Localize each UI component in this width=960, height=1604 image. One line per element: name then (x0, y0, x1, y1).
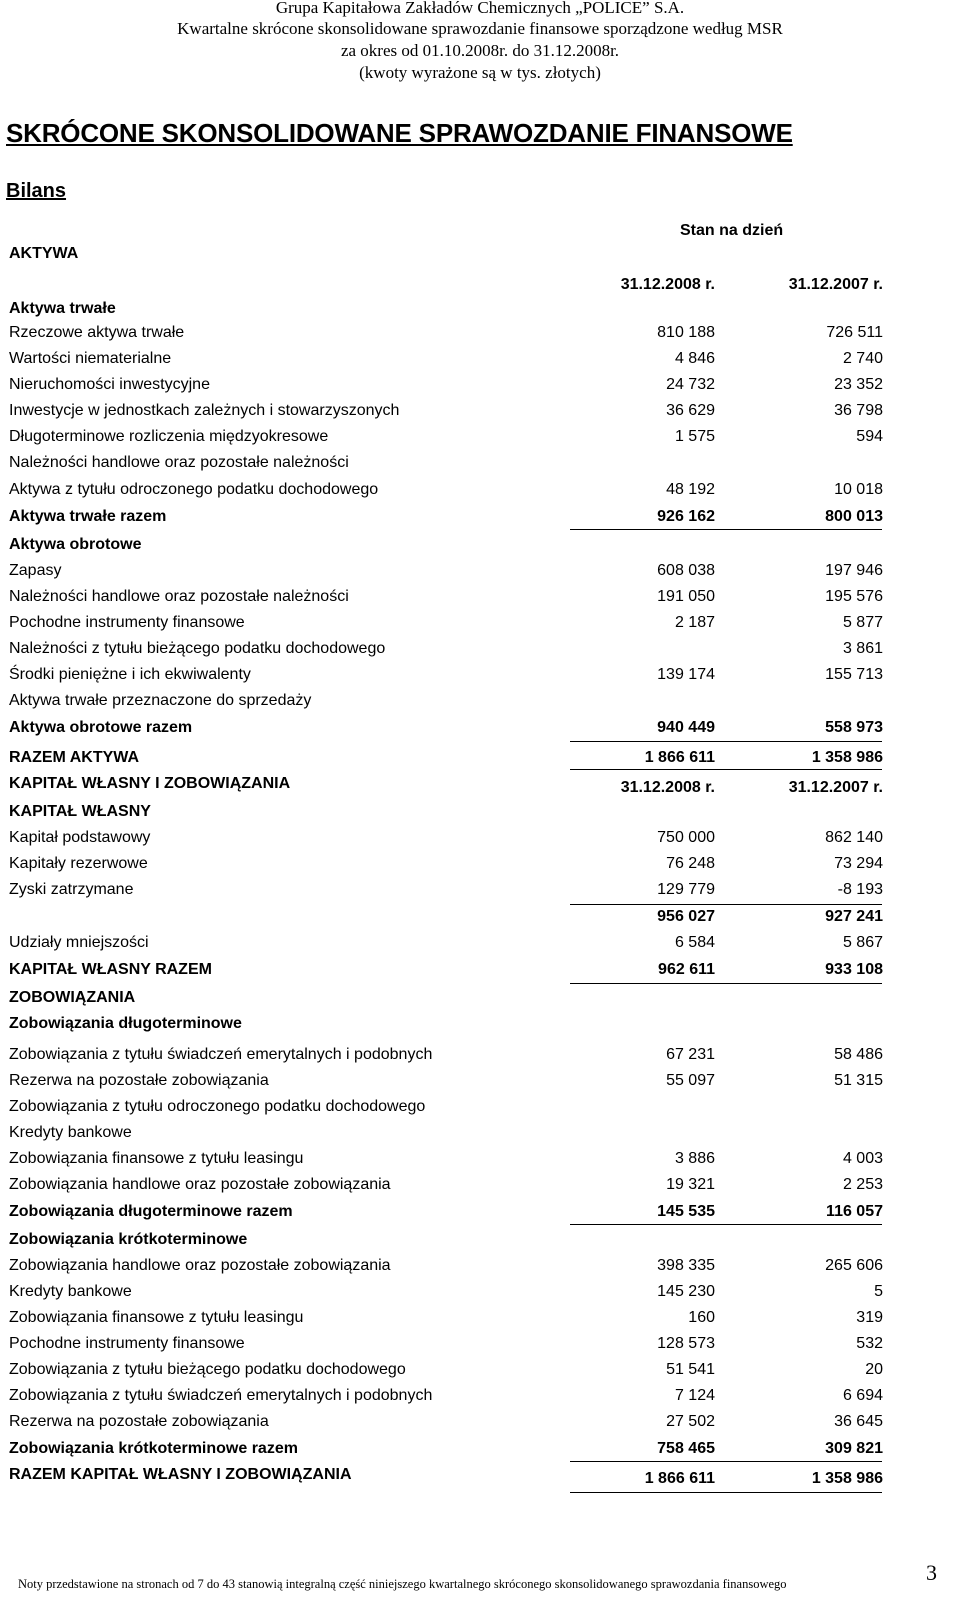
row-label: Udziały mniejszości (9, 934, 149, 951)
value-2008: 51 541 (666, 1361, 715, 1378)
table-row (0, 985, 960, 1011)
column-header-row (0, 771, 960, 797)
table-row (0, 296, 960, 322)
table-row (0, 1011, 960, 1037)
row-label: RAZEM AKTYWA (9, 749, 140, 766)
value-2008: 128 573 (657, 1335, 715, 1352)
underline-rule (570, 1224, 882, 1225)
value-2007: 31.12.2007 r. (788, 779, 883, 796)
table-row (0, 1253, 960, 1279)
subtotal-row (0, 1199, 960, 1225)
row-label: Środki pieniężne i ich ekwiwalenty (9, 666, 251, 683)
table-row (0, 799, 960, 825)
value-2008: 31.12.2008 r. (620, 779, 715, 796)
value-2008: 191 050 (657, 588, 715, 605)
value-2007: 73 294 (834, 855, 883, 872)
underline-rule (570, 529, 882, 530)
value-2007: 116 057 (826, 1203, 883, 1220)
row-label: Aktywa z tytułu odroczonego podatku dochodowego (9, 481, 379, 498)
row-label: Należności handlowe oraz pozostałe należności (9, 454, 349, 471)
value-2008: 160 (688, 1309, 715, 1326)
value-2008: 129 779 (657, 881, 715, 898)
row-label: Zobowiązania z tytułu odroczonego podatku dochodowego (9, 1098, 426, 1115)
row-label: KAPITAŁ WŁASNY I ZOBOWIĄZANIA (9, 775, 291, 792)
underline-rule (570, 769, 882, 770)
row-label: Inwestycje w jednostkach zależnych i stowarzyszonych (9, 402, 400, 419)
row-label: Nieruchomości inwestycyjne (9, 376, 210, 393)
value-2007: 800 013 (825, 508, 883, 525)
row-label: Aktywa obrotowe (9, 536, 142, 553)
page-number: 3 (926, 1560, 937, 1585)
footer-note: Noty przedstawione na stronach od 7 do 43 stanowią integralną część niniejszego kwartalnego skróconego skonsolidowanego sprawozdania finansowego (18, 1577, 787, 1591)
table-row (0, 424, 960, 450)
table-row (0, 1094, 960, 1120)
row-label: Kapitał podstawowy (9, 829, 151, 846)
row-label: Należności z tytułu bieżącego podatku dochodowego (9, 640, 386, 657)
table-row (0, 558, 960, 584)
subtotal-row (0, 715, 960, 741)
value-2007: 1 358 986 (811, 1470, 883, 1487)
row-label: Pochodne instrumenty finansowe (9, 614, 245, 631)
value-2007: 2 740 (842, 350, 883, 367)
table-row (0, 636, 960, 662)
value-2008: 19 321 (666, 1176, 715, 1193)
row-label: Zobowiązania z tytułu świadczeń emerytalnych i podobnych (9, 1046, 433, 1063)
value-2008: 398 335 (657, 1257, 715, 1274)
row-label: Zobowiązania długoterminowe (9, 1015, 242, 1032)
value-2007: 5 867 (842, 934, 883, 951)
table-row (0, 477, 960, 503)
row-label: Zobowiązania finansowe z tytułu leasingu (9, 1309, 304, 1326)
row-label: Wartości niematerialne (9, 350, 172, 367)
row-label: Zobowiązania finansowe z tytułu leasingu (9, 1150, 304, 1167)
underline-rule (570, 1461, 882, 1462)
value-2007: 197 946 (825, 562, 883, 579)
row-label: Kredyty bankowe (9, 1283, 132, 1300)
table-row (0, 1120, 960, 1146)
value-2008: 48 192 (666, 481, 715, 498)
value-2008: 1 866 611 (644, 749, 715, 766)
section-title: Bilans (6, 180, 67, 202)
header-company: Grupa Kapitałowa Zakładów Chemicznych „POLICE” S.A. (275, 0, 685, 17)
table-row (0, 1172, 960, 1198)
table-row (0, 1383, 960, 1409)
value-2008: 2 187 (674, 614, 715, 631)
table-row (0, 1227, 960, 1253)
table-row (0, 1331, 960, 1357)
value-2007: 862 140 (825, 829, 883, 846)
row-label: KAPITAŁ WŁASNY RAZEM (9, 961, 212, 978)
aktywa-heading: AKTYWA (9, 245, 79, 262)
subtotal-row (0, 1436, 960, 1462)
value-2007: 927 241 (825, 908, 883, 925)
value-2007: 309 821 (825, 1440, 883, 1457)
total-row (0, 1462, 960, 1488)
value-2008: 76 248 (666, 855, 715, 872)
value-2007: 10 018 (834, 481, 883, 498)
table-row (0, 372, 960, 398)
value-2008: 7 124 (674, 1387, 715, 1404)
table-row (0, 825, 960, 851)
table-row (0, 1305, 960, 1331)
value-2007: 36 798 (834, 402, 883, 419)
column-header-row (0, 272, 960, 298)
row-label: Zobowiązania handlowe oraz pozostałe zobowiązania (9, 1257, 391, 1274)
value-2007: 1 358 986 (811, 749, 883, 766)
value-2007: 933 108 (825, 961, 883, 978)
value-2008: 940 449 (657, 719, 715, 736)
value-2007: 319 (856, 1309, 883, 1326)
table-row (0, 930, 960, 956)
row-label: Zobowiązania handlowe oraz pozostałe zobowiązania (9, 1176, 391, 1193)
value-2008: 36 629 (666, 402, 715, 419)
value-2008: 608 038 (657, 562, 715, 579)
row-label: KAPITAŁ WŁASNY (9, 803, 151, 820)
value-2008: 67 231 (666, 1046, 715, 1063)
value-2007: 726 511 (826, 324, 883, 341)
value-2007: 5 877 (842, 614, 883, 631)
subtotal-row (0, 904, 960, 930)
header-period: za okres od 01.10.2008r. do 31.12.2008r. (340, 41, 620, 60)
value-2007: 6 694 (842, 1387, 883, 1404)
row-label: Aktywa trwałe (9, 300, 116, 317)
table-row (0, 320, 960, 346)
row-label: Pochodne instrumenty finansowe (9, 1335, 245, 1352)
page-title: SKRÓCONE SKONSOLIDOWANE SPRAWOZDANIE FINANSOWE (6, 118, 793, 148)
value-2008: 6 584 (674, 934, 715, 951)
table-row (0, 662, 960, 688)
row-label: Rzeczowe aktywa trwałe (9, 324, 185, 341)
value-2007: 155 713 (825, 666, 883, 683)
table-row (0, 1409, 960, 1435)
value-2007: -8 193 (837, 881, 883, 898)
table-row (0, 851, 960, 877)
row-label: Zobowiązania długoterminowe razem (9, 1203, 293, 1220)
value-2007: 265 606 (825, 1257, 883, 1274)
value-2007: 4 003 (842, 1150, 883, 1167)
underline-rule (570, 983, 882, 984)
table-row (0, 1357, 960, 1383)
value-2008: 139 174 (657, 666, 715, 683)
value-2008: 24 732 (666, 376, 715, 393)
value-2007: 5 (874, 1283, 883, 1300)
row-label: Aktywa trwałe razem (9, 508, 167, 525)
row-label: Zobowiązania z tytułu świadczeń emerytalnych i podobnych (9, 1387, 433, 1404)
value-2007: 2 253 (842, 1176, 883, 1193)
total-row (0, 745, 960, 771)
row-label: Rezerwa na pozostałe zobowiązania (9, 1413, 269, 1430)
table-row (0, 1042, 960, 1068)
value-2008: 31.12.2008 r. (620, 276, 715, 293)
value-2007: 558 973 (825, 719, 883, 736)
value-2007: 31.12.2007 r. (788, 276, 883, 293)
row-label: ZOBOWIĄZANIA (9, 989, 136, 1006)
table-row (0, 346, 960, 372)
table-row (0, 1068, 960, 1094)
table-row (0, 450, 960, 476)
table-row (0, 1279, 960, 1305)
value-2008: 1 575 (674, 428, 715, 445)
header-report-type: Kwartalne skrócone skonsolidowane sprawozdanie finansowe sporządzone według MSR (177, 19, 783, 38)
table-row (0, 688, 960, 714)
table-row (0, 398, 960, 424)
value-2008: 145 230 (657, 1283, 715, 1300)
value-2007: 594 (856, 428, 883, 445)
row-label: Zobowiązania z tytułu bieżącego podatku dochodowego (9, 1361, 406, 1378)
row-label: Zyski zatrzymane (9, 881, 134, 898)
value-2007: 195 576 (825, 588, 883, 605)
table-row (0, 584, 960, 610)
row-label: Zobowiązania krótkoterminowe razem (9, 1440, 298, 1457)
table-row (0, 877, 960, 903)
value-2008: 750 000 (657, 829, 715, 846)
value-2008: 55 097 (666, 1072, 715, 1089)
value-2008: 926 162 (657, 508, 715, 525)
value-2008: 3 886 (674, 1150, 715, 1167)
table-row (0, 1146, 960, 1172)
underline-rule (570, 1492, 882, 1493)
underline-rule (570, 904, 882, 905)
value-2008: 145 535 (657, 1203, 715, 1220)
value-2008: 962 611 (658, 961, 715, 978)
subtotal-row (0, 957, 960, 983)
row-label: Aktywa trwałe przeznaczone do sprzedaży (9, 692, 312, 709)
value-2007: 58 486 (834, 1046, 883, 1063)
stan-na-dzien-label: Stan na dzień (680, 222, 784, 239)
value-2008: 758 465 (657, 1440, 715, 1457)
table-row (0, 610, 960, 636)
header-units: (kwoty wyrażone są w tys. złotych) (359, 63, 601, 82)
value-2008: 1 866 611 (644, 1470, 715, 1487)
row-label: Rezerwa na pozostałe zobowiązania (9, 1072, 269, 1089)
row-label: Zobowiązania krótkoterminowe (9, 1231, 248, 1248)
row-label: Aktywa obrotowe razem (9, 719, 193, 736)
value-2008: 4 846 (674, 350, 715, 367)
row-label: Kapitały rezerwowe (9, 855, 148, 872)
subtotal-row (0, 504, 960, 530)
value-2007: 51 315 (834, 1072, 883, 1089)
value-2007: 23 352 (834, 376, 883, 393)
value-2008: 27 502 (666, 1413, 715, 1430)
value-2007: 20 (865, 1361, 883, 1378)
row-label: RAZEM KAPITAŁ WŁASNY I ZOBOWIĄZANIA (9, 1466, 352, 1483)
value-2007: 36 645 (834, 1413, 883, 1430)
value-2008: 810 188 (657, 324, 715, 341)
value-2008: 956 027 (657, 908, 715, 925)
row-label: Zapasy (9, 562, 62, 579)
row-label: Długoterminowe rozliczenia międzyokresowe (9, 428, 329, 445)
table-row (0, 532, 960, 558)
row-label: Należności handlowe oraz pozostałe należności (9, 588, 349, 605)
value-2007: 532 (856, 1335, 883, 1352)
value-2007: 3 861 (842, 640, 883, 657)
row-label: Kredyty bankowe (9, 1124, 132, 1141)
underline-rule (570, 741, 882, 742)
